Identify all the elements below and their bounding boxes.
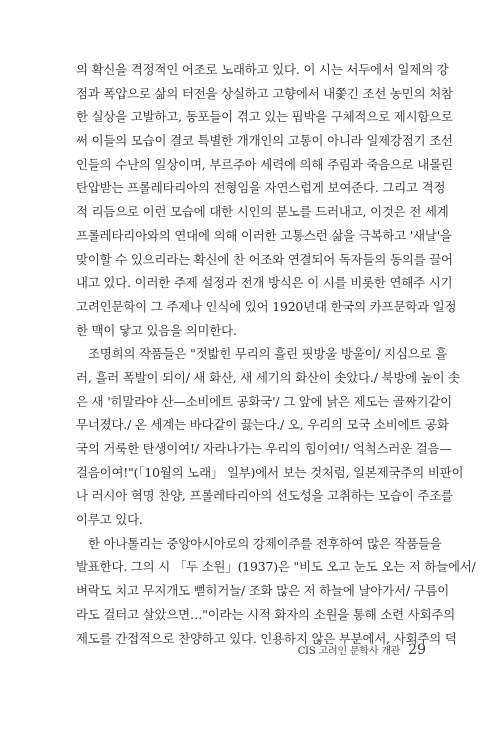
text-line: 인들의 수난의 일상이며, 부르주아 세력에 의해 주림과 죽음으로 내몰린 xyxy=(76,156,453,172)
text-line: 한 아나톨리는 중앙아시아로의 강제이주를 전후하여 많은 작품들을 xyxy=(88,535,442,551)
text-line: 발표한다. 그의 시 「두 소원」(1937)은 "비도 오고 눈도 오는 저 하늘에서/ xyxy=(76,559,476,575)
running-title: CIS 고려인 문학사 개관 xyxy=(297,646,401,657)
page-number: 29 xyxy=(408,642,426,658)
text-line: 써 이들의 모습이 결코 특별한 개개인의 고통이 아니라 일제강점기 조선 xyxy=(76,133,453,149)
text-line: 내고 있다. 이러한 주제 설정과 전개 방식은 이 시를 비롯한 연해주 시기 xyxy=(76,275,453,291)
text-line: 조명희의 작품들은 "젓밟힌 무리의 흘린 핏방울 방울이/ 지심으로 흘 xyxy=(88,346,448,362)
text-line: 러, 흘러 폭발이 되이/ 새 화산, 새 세기의 화산이 솟았다./ 북방에 높이 솟 xyxy=(76,369,461,385)
text-line: 의 확신을 격정적인 어조로 노래하고 있다. 이 시는 서두에서 일제의 강 xyxy=(76,62,449,77)
text-line: 프롤레타리아와의 연대에 의해 이러한 고통스런 삶을 극복하고 '새날'을 xyxy=(76,227,452,243)
text-line: 국의 거룩한 탄생이여!/ 자라나가는 우리의 힘이여!/ 억척스러운 걸음— xyxy=(76,441,452,456)
text-line: 무너졌다./ 온 세계는 바다같이 끓는다./ 오, 우리의 모국 소비에트 공화 xyxy=(76,417,449,433)
page-footer xyxy=(298,642,426,658)
text-line: 맞이할 수 있으리라는 확신에 찬 어조와 연결되어 독자들의 동의를 끌어 xyxy=(76,251,453,267)
body-text xyxy=(76,58,476,650)
text-line: 한 맥이 닿고 있음을 의미한다. xyxy=(76,322,237,338)
text-line: 이루고 있다. xyxy=(76,512,143,528)
text-line: 한 실상을 고발하고, 동포들이 겪고 있는 핍박을 구체적으로 제시함으로 xyxy=(76,109,453,125)
text-line: 적 리듬으로 이런 모습에 대한 시인의 분노를 드러내고, 이것은 전 세계 xyxy=(76,204,449,220)
text-line: 벼락도 치고 무지개도 뻗히거늘/ 조화 많은 저 하늘에 날아가서/ 구름이 xyxy=(76,583,450,599)
text-line: 걸음이여!"(「10월의 노래」 일부)에서 보는 것처럼, 일본제국주의 비판이 xyxy=(76,464,464,480)
text-line: 점과 폭압으로 삶의 터전을 상실하고 고향에서 내쫓긴 조선 농민의 처참 xyxy=(76,85,453,101)
text-line: 은 새 '히말라야 산—소비에트 공화국'/ 그 앞에 낡은 제도는 골짜기같이 xyxy=(76,393,452,409)
text-line: 고려인문학이 그 주제나 인식에 있어 1920년대 한국의 카프문학과 일정 xyxy=(76,298,457,314)
text-line: 탄압받는 프롤레타리아의 전형임을 자연스럽게 보여준다. 그리고 격정 xyxy=(76,180,446,196)
text-line: 라도 걸터고 살았으면…"이라는 시적 화자의 소원을 통해 소련 사회주의 xyxy=(76,606,456,622)
text-line: 나 러시아 혁명 찬양, 프롤레타리아의 선도성을 고취하는 모습이 주조를 xyxy=(76,488,453,504)
text-line: 제도를 간접적으로 찬양하고 있다. 인용하지 않은 부분에서, 사회주의 덕 xyxy=(76,630,457,646)
